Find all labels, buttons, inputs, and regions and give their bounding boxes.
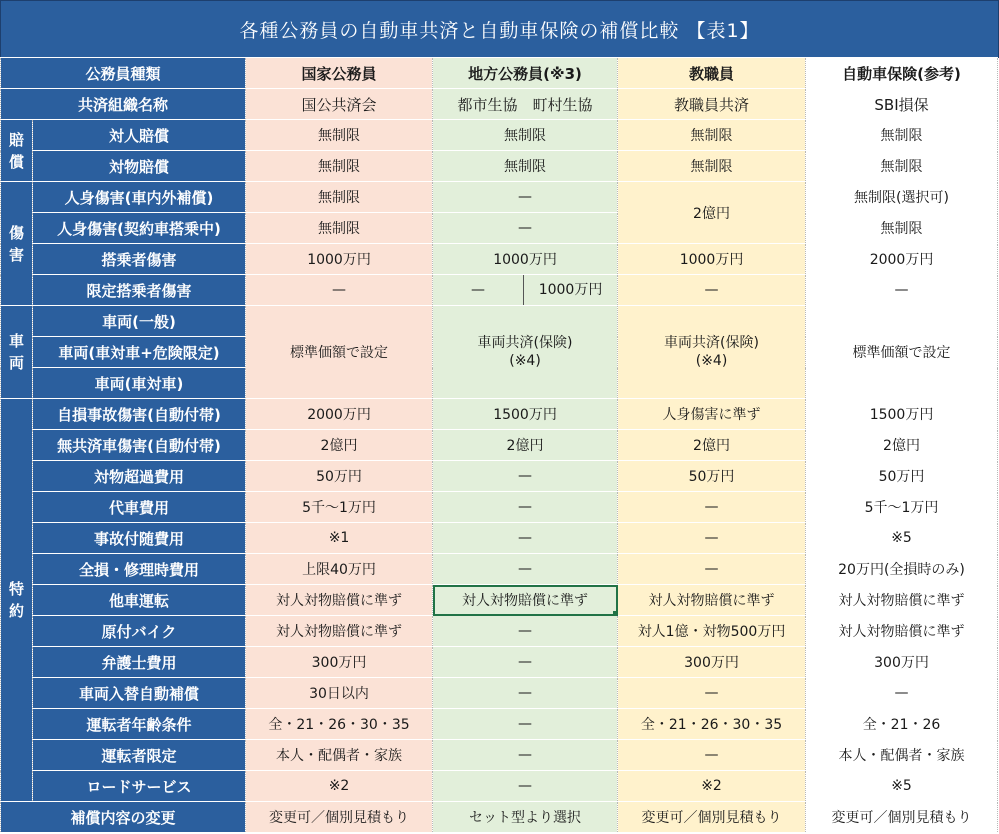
row-label[interactable]: 無共済車傷害(自動付帯) (33, 430, 246, 461)
cell[interactable]: 対人1億・対物500万円 (618, 616, 806, 647)
table-row (1, 585, 998, 616)
cell[interactable]: 300万円 (618, 647, 806, 678)
table-row (1, 120, 998, 151)
cell[interactable]: 50万円 (806, 461, 998, 492)
cell[interactable]: — (433, 182, 618, 213)
cell[interactable]: — (433, 709, 618, 740)
cell[interactable]: 対人対物賠償に準ず (806, 585, 998, 616)
table-row (1, 430, 998, 461)
cell-line: (※4) (695, 353, 728, 369)
row-label[interactable]: 対物賠償 (33, 151, 246, 182)
row-label[interactable]: 弁護士費用 (33, 647, 246, 678)
cell[interactable]: 30日以内 (246, 678, 433, 709)
cell[interactable]: — (618, 275, 806, 306)
cell[interactable]: 無制限 (618, 120, 806, 151)
cell[interactable]: 本人・配偶者・家族 (806, 740, 998, 771)
row-label[interactable]: 対物超過費用 (33, 461, 246, 492)
header-col2-type[interactable]: 地方公務員(※3) (433, 58, 618, 89)
cell[interactable]: 全・21・26 (806, 709, 998, 740)
header-col3-type[interactable]: 教職員 (618, 58, 806, 89)
group-char: 賠 (8, 130, 24, 149)
cell[interactable]: 対人対物賠償に準ず (618, 585, 806, 616)
cell[interactable]: 無制限 (433, 151, 618, 182)
cell[interactable]: 人身傷害に準ず (618, 399, 806, 430)
cell[interactable]: ※5 (806, 523, 998, 554)
cell[interactable]: 20万円(全損時のみ) (806, 554, 998, 585)
cell[interactable]: 300万円 (246, 647, 433, 678)
table-row (1, 213, 998, 244)
row-label[interactable]: 車両入替自動補償 (33, 678, 246, 709)
cell[interactable]: — (246, 275, 433, 306)
cell[interactable]: — (433, 554, 618, 585)
cell[interactable]: セット型より選択 (433, 802, 618, 833)
cell[interactable]: 全・21・26・30・35 (618, 709, 806, 740)
cell[interactable]: ※2 (246, 771, 433, 802)
cell[interactable]: 50万円 (618, 461, 806, 492)
split-cell (433, 275, 617, 305)
group-char: 約 (8, 602, 24, 620)
cell[interactable]: — (806, 275, 998, 306)
cell[interactable]: 標準価額で設定 (806, 306, 998, 399)
cell[interactable]: 1500万円 (433, 399, 618, 430)
cell-line: (※4) (509, 353, 541, 369)
cell[interactable]: 2000万円 (806, 244, 998, 275)
row-label[interactable]: 補償内容の変更 (1, 802, 246, 833)
cell[interactable]: 本人・配偶者・家族 (246, 740, 433, 771)
group-label-sharyo[interactable] (1, 306, 33, 399)
cell[interactable]: — (433, 647, 618, 678)
row-label[interactable]: 車両(車対車+危険限定) (33, 337, 246, 368)
table-row (1, 616, 998, 647)
table-title: 各種公務員の自動車共済と自動車保険の補償比較 【表1】 (0, 0, 999, 58)
selected-cell[interactable] (433, 585, 618, 616)
cell[interactable]: — (433, 678, 618, 709)
header-col3-org[interactable]: 教職員共済 (618, 89, 806, 120)
cell[interactable] (618, 306, 806, 399)
table-row (1, 275, 998, 306)
cell[interactable]: 無制限 (433, 120, 618, 151)
table-row (1, 182, 998, 213)
cell[interactable]: — (618, 492, 806, 523)
cell[interactable]: — (433, 771, 618, 802)
row-label[interactable]: 事故付随費用 (33, 523, 246, 554)
cell[interactable]: 無制限 (246, 182, 433, 213)
cell[interactable]: 2億円 (806, 430, 998, 461)
row-label[interactable]: 対人賠償 (33, 120, 246, 151)
cell[interactable]: 無制限 (618, 151, 806, 182)
cell[interactable]: — (433, 461, 618, 492)
cell[interactable]: 無制限 (806, 151, 998, 182)
row-label[interactable]: 限定搭乗者傷害 (33, 275, 246, 306)
cell-text: 対人対物賠償に準ず (462, 593, 589, 609)
cell[interactable]: 変更可／個別見積もり (246, 802, 433, 833)
row-label[interactable]: 運転者年齢条件 (33, 709, 246, 740)
cell[interactable] (433, 306, 618, 399)
cell[interactable]: — (433, 213, 618, 244)
table-row-footer (1, 802, 998, 833)
cell[interactable]: 変更可／個別見積もり (806, 802, 998, 833)
header-row-org (1, 89, 998, 120)
group-label-shogai[interactable] (1, 182, 33, 306)
cell[interactable]: 1000万円 (433, 244, 618, 275)
table-row (1, 244, 998, 275)
row-label[interactable]: 自損事故傷害(自動付帯) (33, 399, 246, 430)
cell[interactable]: — (618, 740, 806, 771)
table-row (1, 554, 998, 585)
header-col1-type[interactable]: 国家公務員 (246, 58, 433, 89)
row-label[interactable]: 人身傷害(車内外補償) (33, 182, 246, 213)
cell-line: 車両共済(保険) (664, 335, 759, 351)
cell[interactable]: 300万円 (806, 647, 998, 678)
cell[interactable]: — (433, 523, 618, 554)
group-char: 償 (8, 152, 24, 171)
cell[interactable]: — (433, 740, 618, 771)
header-label-type[interactable]: 公務員種類 (1, 58, 246, 89)
row-label[interactable]: 人身傷害(契約車搭乗中) (33, 213, 246, 244)
group-char: 車 (8, 332, 24, 350)
row-label[interactable]: 代車費用 (33, 492, 246, 523)
cell[interactable]: — (433, 616, 618, 647)
comparison-table (0, 57, 998, 833)
cell[interactable]: 1000万円 (618, 244, 806, 275)
table-row (1, 461, 998, 492)
cell[interactable]: 5千～1万円 (806, 492, 998, 523)
cell[interactable]: ※1 (246, 523, 433, 554)
row-label[interactable]: 他車運転 (33, 585, 246, 616)
cell[interactable]: 無制限(選択可) (806, 182, 998, 213)
cell[interactable]: 無制限 (806, 120, 998, 151)
cell[interactable]: 上限40万円 (246, 554, 433, 585)
row-label[interactable]: 運転者限定 (33, 740, 246, 771)
cell[interactable]: 2億円 (433, 430, 618, 461)
cell[interactable]: — (806, 678, 998, 709)
cell[interactable]: 無制限 (806, 213, 998, 244)
cell[interactable]: 標準価額で設定 (246, 306, 433, 399)
table-row (1, 709, 998, 740)
cell[interactable]: — (618, 678, 806, 709)
cell-line: 車両共済(保険) (477, 335, 573, 351)
cell[interactable]: ※2 (618, 771, 806, 802)
cell[interactable]: 対人対物賠償に準ず (806, 616, 998, 647)
fill-handle[interactable] (613, 611, 618, 616)
cell[interactable]: 1500万円 (806, 399, 998, 430)
header-col1-org[interactable]: 国公共済会 (246, 89, 433, 120)
header-col4-type[interactable]: 自動車保険(参考) (806, 58, 998, 89)
table-row (1, 771, 998, 802)
header-col4-org[interactable]: SBI損保 (806, 89, 998, 120)
cell[interactable]: 対人対物賠償に準ず (246, 585, 433, 616)
cell-split[interactable] (433, 275, 618, 306)
row-label[interactable]: 原付バイク (33, 616, 246, 647)
group-char: 害 (8, 245, 24, 264)
header-label-org[interactable]: 共済組織名称 (1, 89, 246, 120)
table-row (1, 306, 998, 337)
cell[interactable]: 2億円 (618, 182, 806, 244)
cell[interactable]: 無制限 (246, 151, 433, 182)
group-char: 両 (8, 354, 24, 372)
cell[interactable]: 5千～1万円 (246, 492, 433, 523)
cell[interactable]: 変更可／個別見積もり (618, 802, 806, 833)
group-char: 特 (8, 580, 24, 598)
cell[interactable]: 無制限 (246, 213, 433, 244)
row-label[interactable]: 車両(車対車) (33, 368, 246, 399)
table-row (1, 151, 998, 182)
table-row (1, 492, 998, 523)
group-label-tokuyaku[interactable] (1, 399, 33, 802)
cell[interactable]: 2000万円 (246, 399, 433, 430)
row-label[interactable]: 搭乗者傷害 (33, 244, 246, 275)
cell[interactable]: 1000万円 (246, 244, 433, 275)
group-label-baisho[interactable] (1, 120, 33, 182)
cell[interactable]: — (433, 492, 618, 523)
cell[interactable]: ※5 (806, 771, 998, 802)
cell[interactable]: 全・21・26・30・35 (246, 709, 433, 740)
cell[interactable]: 対人対物賠償に準ず (246, 616, 433, 647)
table-row (1, 740, 998, 771)
cell[interactable]: — (618, 554, 806, 585)
group-char: 傷 (8, 223, 24, 242)
header-col2-org[interactable]: 都市生協 町村生協 (433, 89, 618, 120)
row-label[interactable]: 車両(一般) (33, 306, 246, 337)
split-left: — (471, 282, 486, 298)
row-label[interactable]: ロードサービス (33, 771, 246, 802)
table-row (1, 523, 998, 554)
cell[interactable]: 2億円 (246, 430, 433, 461)
header-row-type (1, 58, 998, 89)
row-label[interactable]: 全損・修理時費用 (33, 554, 246, 585)
split-right: 1000万円 (523, 275, 617, 305)
cell[interactable]: — (618, 523, 806, 554)
cell[interactable]: 2億円 (618, 430, 806, 461)
table-row (1, 647, 998, 678)
cell[interactable]: 50万円 (246, 461, 433, 492)
cell[interactable]: 無制限 (246, 120, 433, 151)
table-row (1, 399, 998, 430)
table-row (1, 678, 998, 709)
